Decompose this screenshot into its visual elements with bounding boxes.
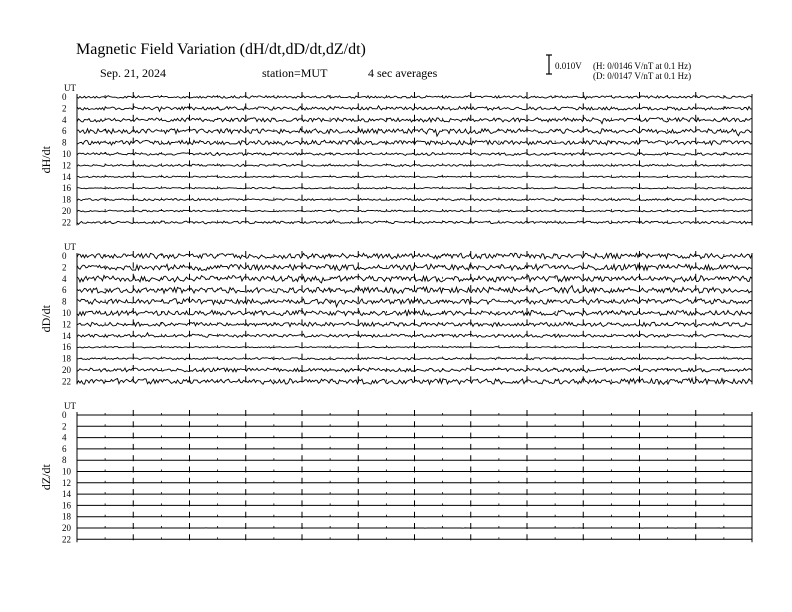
hour-tick-label: 4 xyxy=(62,114,67,125)
hour-tick-label: 4 xyxy=(62,273,67,284)
hour-tick-label: 2 xyxy=(62,103,67,114)
hour-tick-label: 4 xyxy=(62,432,67,443)
hour-tick-label: 18 xyxy=(62,194,71,205)
ut-label: UT xyxy=(64,83,76,93)
hour-tick-label: 2 xyxy=(62,421,67,432)
y-axis-label: dD/dt xyxy=(39,305,53,333)
hour-tick-label: 8 xyxy=(62,455,67,466)
hour-tick-label: 22 xyxy=(62,217,71,228)
hour-tick-label: 0 xyxy=(62,92,67,102)
hour-tick-label: 12 xyxy=(62,477,71,488)
y-axis-label: dH/dt xyxy=(39,146,53,174)
scale-h-note: (H: 0/0146 V/nT at 0.1 Hz) xyxy=(593,61,692,71)
hour-tick-label: 10 xyxy=(62,308,71,318)
hour-tick-label: 0 xyxy=(62,410,67,420)
hour-tick-label: 10 xyxy=(62,149,71,159)
station-label: station=MUT xyxy=(262,66,328,80)
panel-dH-dt xyxy=(39,83,752,227)
scale-value: 0.010V xyxy=(555,61,582,71)
hour-tick-label: 18 xyxy=(62,353,71,364)
hour-tick-label: 8 xyxy=(62,296,67,307)
hour-tick-label: 16 xyxy=(62,342,71,353)
ut-label: UT xyxy=(64,401,76,411)
hour-tick-label: 6 xyxy=(62,126,67,137)
hour-tick-label: 16 xyxy=(62,183,71,194)
ut-label: UT xyxy=(64,242,76,252)
scale-bar xyxy=(546,55,552,74)
hour-tick-label: 8 xyxy=(62,137,67,148)
hour-tick-label: 20 xyxy=(62,523,71,533)
hour-tick-label: 22 xyxy=(62,376,71,387)
hour-tick-label: 12 xyxy=(62,319,71,330)
panel-dZ-dt xyxy=(39,401,752,544)
date-label: Sep. 21, 2024 xyxy=(100,66,166,80)
hour-tick-label: 20 xyxy=(62,365,71,375)
hour-tick-label: 10 xyxy=(62,466,71,477)
hour-tick-label: 14 xyxy=(62,171,71,182)
hour-tick-label: 2 xyxy=(62,262,67,273)
hour-tick-label: 20 xyxy=(62,206,71,216)
y-axis-label: dZ/dt xyxy=(39,464,53,491)
hour-tick-label: 18 xyxy=(62,511,71,522)
hour-tick-label: 6 xyxy=(62,285,67,296)
hour-tick-label: 14 xyxy=(62,489,71,500)
hour-tick-label: 6 xyxy=(62,443,67,454)
hour-tick-label: 12 xyxy=(62,160,71,171)
hour-tick-label: 0 xyxy=(62,251,67,261)
chart-title: Magnetic Field Variation (dH/dt,dD/dt,dZ/dt) xyxy=(76,41,366,58)
scale-d-note: (D: 0/0147 V/nT at 0.1 Hz) xyxy=(593,71,692,81)
hour-tick-label: 14 xyxy=(62,330,71,341)
averaging-label: 4 sec averages xyxy=(368,66,438,80)
hour-tick-label: 22 xyxy=(62,534,71,545)
panel-dD-dt xyxy=(39,242,752,386)
hour-tick-label: 16 xyxy=(62,500,71,511)
